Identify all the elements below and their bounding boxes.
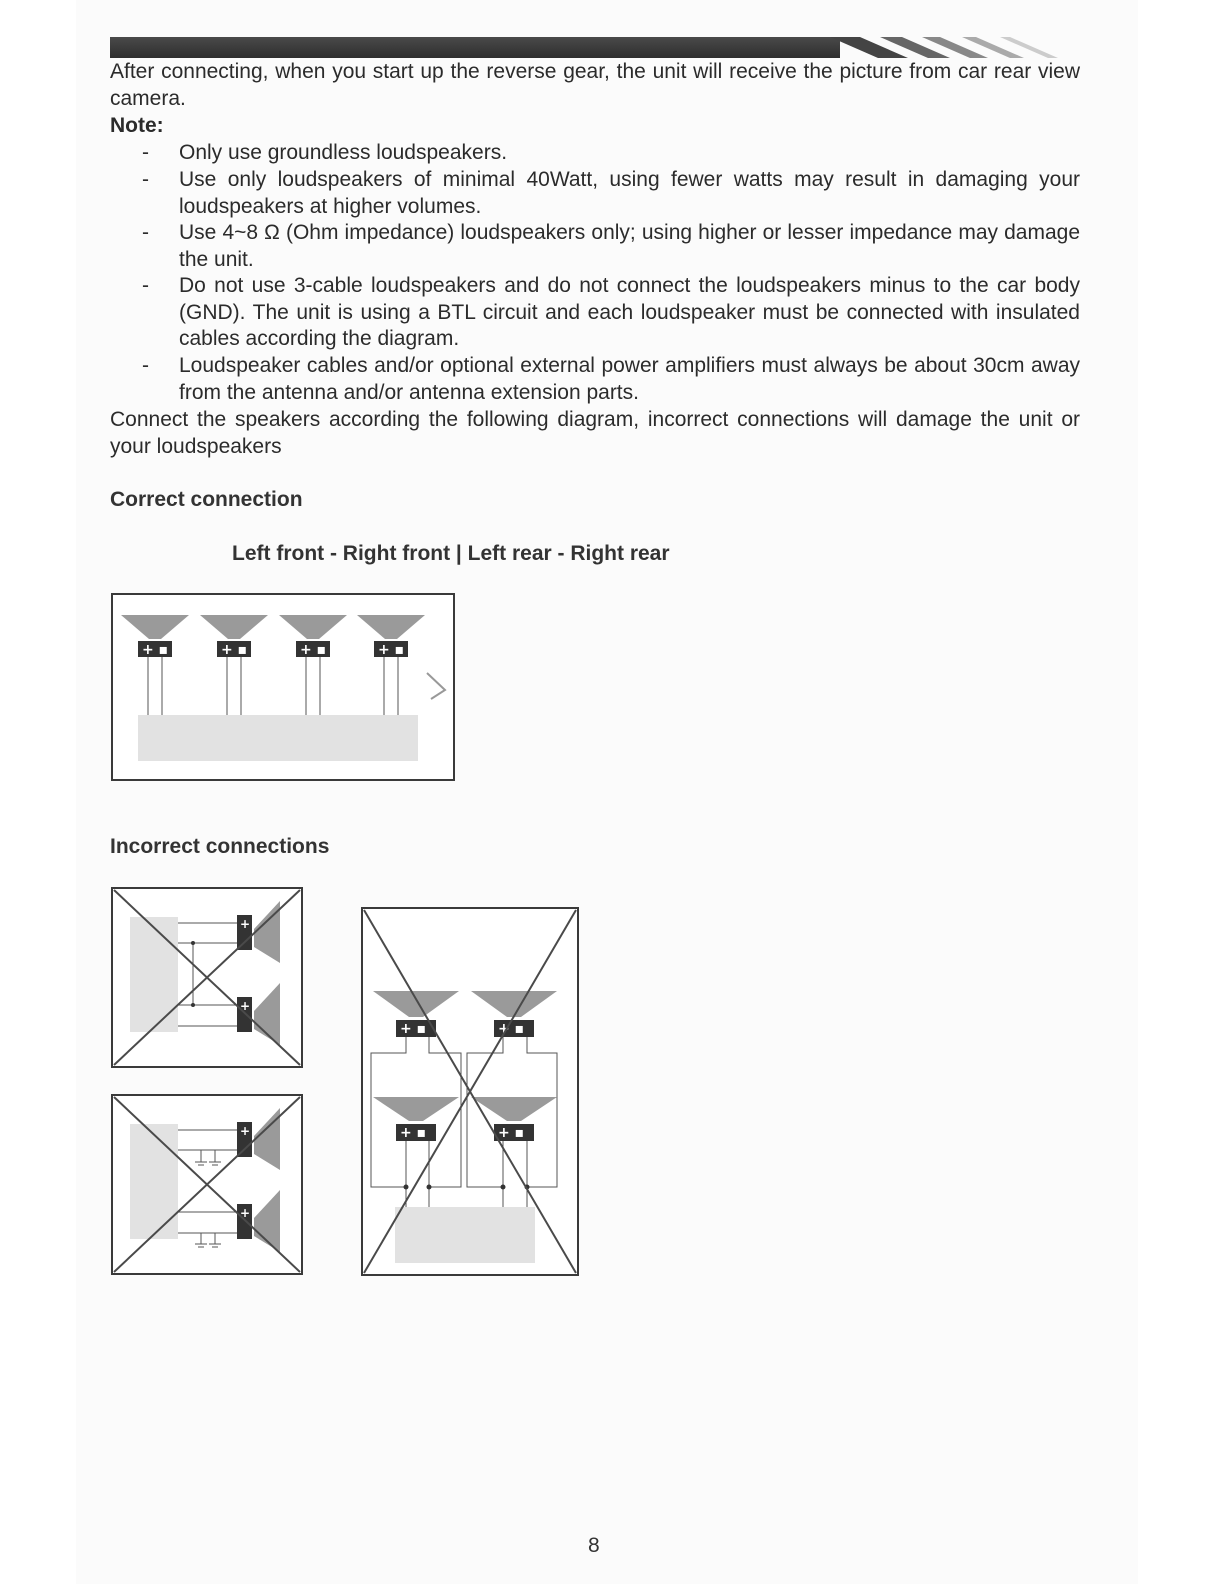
list-item — [142, 167, 1080, 220]
intro-text: After connecting, when you start up the reverse gear, the unit will receive the picture from car rear view camera. — [110, 60, 1080, 110]
connect-text: Connect the speakers according the following diagram, incorrect connections will damage the unit or your loudspeakers — [110, 408, 1080, 458]
header-bar — [110, 37, 840, 58]
svg-text:+ ▪: + ▪ — [498, 1021, 525, 1037]
amplifier-unit — [138, 715, 418, 761]
incorrect-diagram-1 — [111, 887, 303, 1068]
svg-text:+ ▪: + ▪ — [221, 642, 248, 658]
bullet: - — [142, 274, 149, 297]
bullet: - — [142, 354, 149, 377]
svg-text:+: + — [240, 1206, 251, 1220]
svg-text:+ ▪: + ▪ — [400, 1021, 427, 1037]
note-label: Note: — [110, 114, 164, 137]
note-text: Use only loudspeakers of minimal 40Watt, using fewer watts may result in damaging your loudspeakers at higher volumes. — [179, 168, 1080, 218]
note-text: Loudspeaker cables and/or optional external power amplifiers must always be about 30cm away from the antenna and/or antenna extension parts. — [179, 354, 1080, 404]
bullet: - — [142, 221, 149, 244]
incorrect-diagram-2 — [111, 1094, 303, 1275]
header-stripes — [830, 30, 1070, 60]
svg-text:+: + — [240, 1124, 251, 1138]
note-text: Use 4~8 Ω (Ohm impedance) loudspeakers only; using higher or lesser impedance may damage the unit. — [179, 221, 1080, 271]
svg-text:+ ▪: + ▪ — [142, 642, 169, 658]
list-item — [142, 140, 1080, 167]
incorrect-diagram-3 — [361, 907, 579, 1276]
svg-text:+ ▪: + ▪ — [378, 642, 405, 658]
svg-text:+ ▪: + ▪ — [400, 1125, 427, 1141]
list-item — [142, 220, 1080, 273]
correct-heading: Correct connection — [110, 488, 303, 511]
bullet: - — [142, 141, 149, 164]
svg-text:+ ▪: + ▪ — [300, 642, 327, 658]
list-item — [142, 353, 1080, 406]
incorrect-heading: Incorrect connections — [110, 835, 330, 858]
svg-text:+: + — [240, 917, 251, 931]
bullet: - — [142, 168, 149, 191]
note-text: Do not use 3-cable loudspeakers and do not connect the loudspeakers minus to the car body (GND). The unit is using a BTL circuit and each loudspeaker must be connected with insulated cables according the diagram. — [179, 274, 1080, 351]
page-number: 8 — [588, 1534, 600, 1557]
svg-text:+: + — [240, 999, 251, 1013]
correct-subheading: Left front - Right front | Left rear - Right rear — [232, 542, 670, 565]
correct-connection-diagram — [111, 593, 455, 781]
svg-text:+ ▪: + ▪ — [498, 1125, 525, 1141]
note-text: Only use groundless loudspeakers. — [179, 141, 508, 164]
list-item — [142, 273, 1080, 353]
